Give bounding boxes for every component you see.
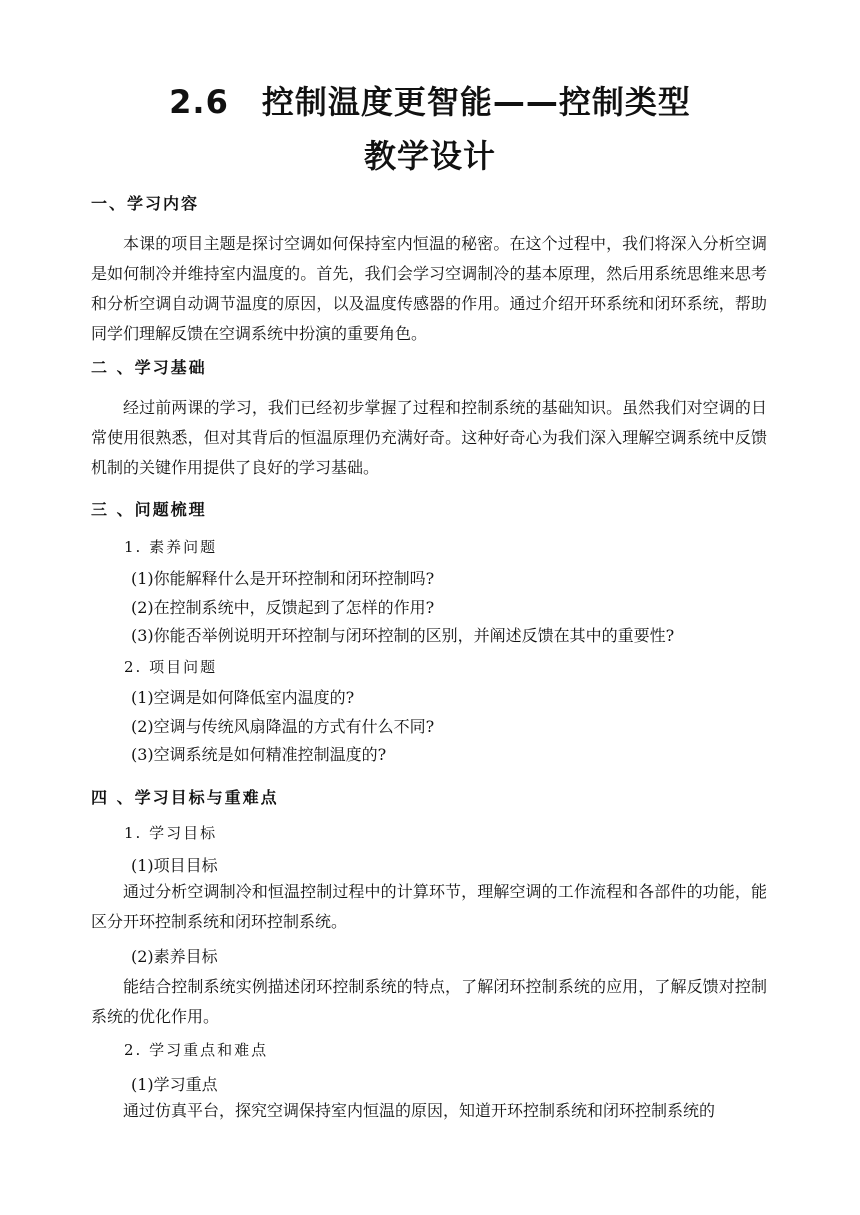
key-point-paragraph: 通过仿真平台，探究空调保持室内恒温的原因，知道开环控制系统和闭环控制系统的 bbox=[123, 1101, 716, 1120]
section-heading-4: 四 、学习目标与重难点 bbox=[91, 788, 279, 807]
section-heading-3: 三 、问题梳理 bbox=[91, 500, 207, 519]
list-item: (1)空调是如何降低室内温度的? bbox=[131, 688, 355, 707]
section-heading-2: 二 、学习基础 bbox=[91, 358, 207, 377]
section-2-paragraph: 经过前两课的学习，我们已经初步掌握了过程和控制系统的基础知识。虽然我们对空调的日常使用很熟悉，但对其背后的恒温原理仍充满好奇。这种好奇心为我们深入理解空调系统中反馈机制的关键作用提供了良好的学习基础。 bbox=[91, 398, 767, 477]
goal-literacy-paragraph: 能结合控制系统实例描述闭环控制系统的特点，了解闭环控制系统的应用，了解反馈对控制系统的优化作用。 bbox=[91, 977, 767, 1026]
list-item: (2)在控制系统中，反馈起到了怎样的作用? bbox=[131, 598, 435, 617]
doc-title-line2: 教学设计 bbox=[363, 137, 496, 175]
subheading-learning-goals: 1. 学习目标 bbox=[124, 824, 218, 842]
doc-title-line1: 2.6 控制温度更智能——控制类型 bbox=[169, 83, 691, 121]
section-1-paragraph: 本课的项目主题是探讨空调如何保持室内恒温的秘密。在这个过程中，我们将深入分析空调是如何制冷并维持室内温度的。首先，我们会学习空调制冷的基本原理，然后用系统思维来思考和分析空调自动调节温度的原因，以及温度传感器的作用。通过介绍开环系统和闭环系统，帮助同学们理解反馈在空调系统中扮演的重要角色。 bbox=[91, 234, 767, 343]
list-item: (1)你能解释什么是开环控制和闭环控制吗? bbox=[131, 569, 435, 588]
key-point-label: (1)学习重点 bbox=[131, 1075, 218, 1094]
subheading-key-difficult-points: 2. 学习重点和难点 bbox=[124, 1041, 269, 1059]
list-item: (3)空调系统是如何精准控制温度的? bbox=[131, 745, 387, 764]
list-item: (2)空调与传统风扇降温的方式有什么不同? bbox=[131, 717, 435, 736]
goal-project-paragraph: 通过分析空调制冷和恒温控制过程中的计算环节，理解空调的工作流程和各部件的功能，能区分开环控制系统和闭环控制系统。 bbox=[91, 882, 767, 931]
goal-label-project: (1)项目目标 bbox=[131, 856, 218, 875]
subheading-project-questions: 2. 项目问题 bbox=[124, 658, 218, 676]
list-item: (3)你能否举例说明开环控制与闭环控制的区别，并阐述反馈在其中的重要性? bbox=[131, 626, 675, 645]
subheading-literacy-questions: 1. 素养问题 bbox=[124, 538, 218, 556]
goal-label-literacy: (2)素养目标 bbox=[131, 947, 218, 966]
section-heading-1: 一、学习内容 bbox=[91, 194, 200, 213]
